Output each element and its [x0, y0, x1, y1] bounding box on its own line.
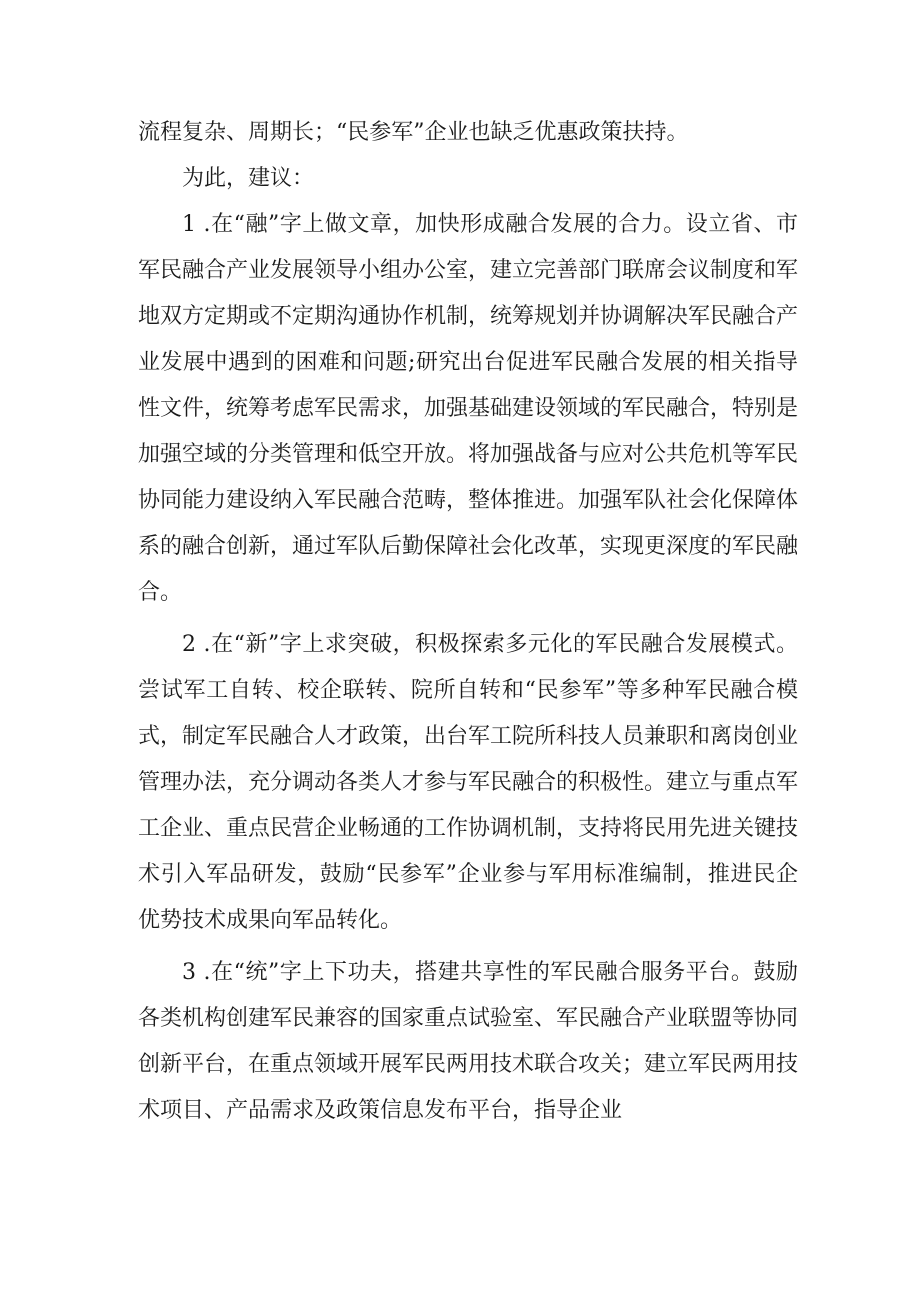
- document-body: [138, 110, 798, 1134]
- paragraph-proposal-2: 2 .在“新”字上求突破，积极探索多元化的军民融合发展模式。尝试军工自转、校企联转、院所自转和“民参军”等多种军民融合模式，制定军民融合人才政策，出台军工院所科技人员兼职和离岗创业管理办法，充分调动各类人才参与军民融合的积极性。建立与重点军工企业、重点民营企业畅通的工作协调机制，支持将民用先进关键技术引入军品研发，鼓励“民参军”企业参与军用标准编制，推进民企优势技术成果向军品转化。: [138, 632, 799, 933]
- paragraph-proposal-1: 1 .在“融”字上做文章，加快形成融合发展的合力。设立省、市军民融合产业发展领导小组办公室，建立完善部门联席会议制度和军地双方定期或不定期沟通协作机制，统筹规划并协调解决军民融合产业发展中遇到的困难和问题;研究出台促进军民融合发展的相关指导性文件，统筹考虑军民需求，加强基础建设领域的军民融合，特别是加强空域的分类管理和低空开放。将加强战备与应对公共危机等军民协同能力建设纳入军民融合范畴，整体推进。加强军队社会化保障体系的融合创新，通过军队后勤保障社会化改革，实现更深度的军民融合。: [138, 212, 799, 605]
- paragraph-continuation: 流程复杂、周期长；“民参军”企业也缺乏优惠政策扶持。: [138, 120, 689, 145]
- paragraph-proposal-3: 3 .在“统”字上下功夫，搭建共享性的军民融合服务平台。鼓励各类机构创建军民兼容的国家重点试验室、军民融合产业联盟等协同创新平台，在重点领域开展军民两用技术联合攻关；建立军民两用技术项目、产品需求及政策信息发布平台，指导企业: [138, 960, 799, 1123]
- paragraph-proposal-intro: 为此，建议：: [182, 166, 315, 191]
